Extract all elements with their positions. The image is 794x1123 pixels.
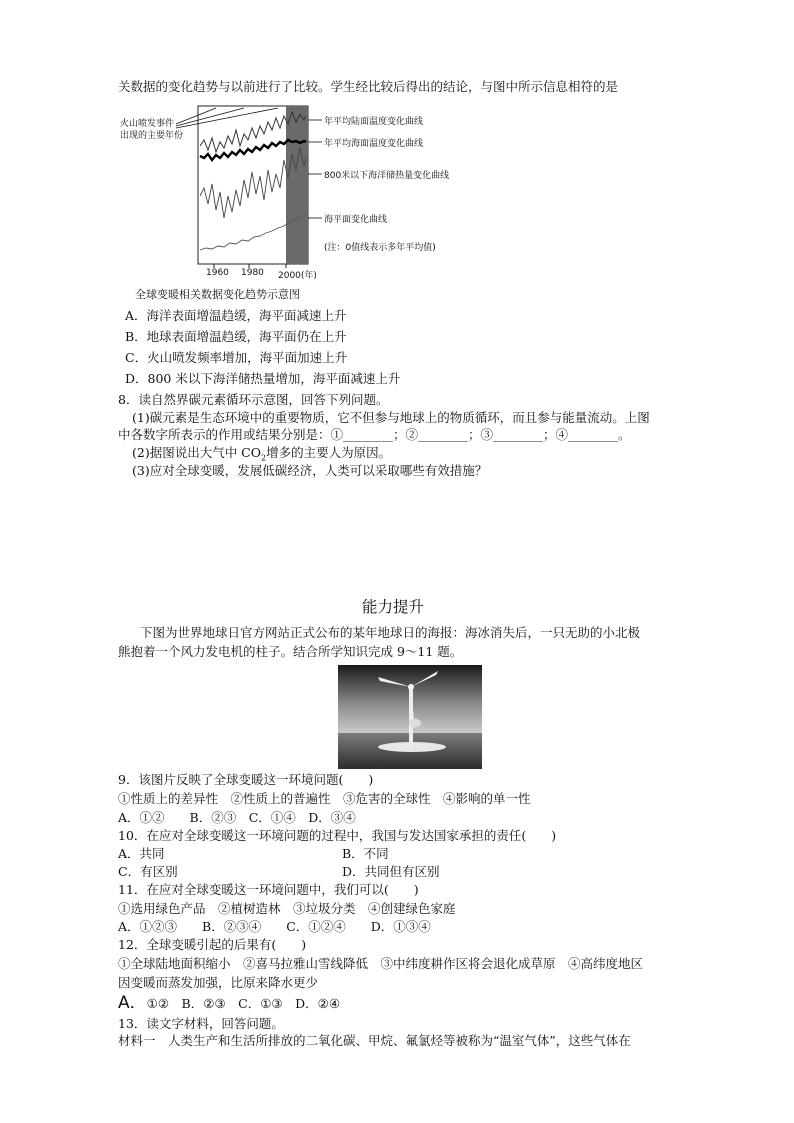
x-tick-label-1980: 1980: [241, 268, 264, 278]
q9-options: A．①② B．②③ C．①④ D．③④: [118, 810, 356, 825]
q12-option-a-label: A．: [118, 993, 147, 1013]
q13-stem: 13．读文字材料，回答问题。: [118, 1016, 284, 1031]
q7-option-c: C．火山喷发频率增加，海平面加速上升: [125, 350, 348, 365]
figure-caption: 全球变暖相关数据变化趋势示意图: [135, 288, 300, 301]
polar-bear: [409, 719, 421, 728]
poster-illustration: [338, 665, 482, 769]
q7-option-b: B．地球表面增温趋缓，海平面仍在上升: [125, 329, 347, 344]
q9-items: ①性质上的差异性 ②性质上的普遍性 ③危害的全球性 ④影响的单一性: [118, 791, 531, 806]
volcano-label-2: 出现的主要年份: [120, 131, 184, 141]
q12-options-rest: ①② B．②③ C．①③ D．②④: [146, 996, 341, 1011]
q10-option-c: C．有区别: [118, 864, 178, 879]
q12-stem: 12．全球变暖引起的后果有( ): [118, 937, 307, 952]
x-tick-label-1960: 1960: [206, 268, 229, 278]
q12-line-2: 因变暖而蒸发加强，比原来降水更少: [118, 975, 319, 990]
figure-note: (注：0值线表示多年平均值): [324, 243, 436, 253]
q10-option-a: A．共同: [118, 846, 165, 861]
x-tick-label-2000: 2000(年): [278, 271, 317, 281]
legend-land: 年平均陆面温度变化曲线: [324, 117, 424, 127]
q8-part2-subscript: 2: [261, 453, 267, 463]
q8-part2-after: 增多的主要人为原因。: [266, 445, 392, 460]
q8-stem: 8．读自然界碳元素循环示意图，回答下列问题。: [118, 392, 389, 407]
q12-line-1: ①全球陆地面积缩小 ②喜马拉雅山雪线降低 ③中纬度耕作区将会退化成草原 ④高纬度地区: [118, 956, 644, 971]
q8-part2-before: (2)据图说出大气中 CO: [132, 445, 261, 460]
q7-intro-line: 关数据的变化趋势与以前进行了比较。学生经比较后得出的结论，与图中所示信息相符的是: [118, 79, 619, 94]
q12-options: [118, 994, 340, 1013]
q8-part1-line1: (1)碳元素是生态环境中的重要物质，它不但参与地球上的物质循环，而且参与能量流动。上图: [132, 410, 650, 425]
intro-line-1: 下图为世界地球日官方网站正式公布的某年地球日的海报：海冰消失后，一只无助的小北极: [140, 625, 641, 640]
shaded-recent-period: [286, 106, 308, 264]
volcano-label-1: 火山喷发事件: [120, 119, 175, 129]
q10-option-b: B．不同: [342, 846, 389, 861]
legend-sealevel: 海平面变化曲线: [324, 215, 388, 225]
q7-option-a: A．海洋表面增温趋缓，海平面减速上升: [125, 308, 347, 323]
q10-stem: 10．在应对全球变暖这一环境问题的过程中，我国与发达国家承担的责任( ): [118, 828, 557, 843]
legend-sea: 年平均海面温度变化曲线: [324, 139, 424, 149]
q13-material-1: 材料一 人类生产和生活所排放的二氧化碳、甲烷、氟氯烃等被称为“温室气体”，这些气体在: [118, 1033, 631, 1048]
q11-options: A．①②③ B．②③④ C．①②④ D．①③④: [118, 919, 431, 934]
legend-heat: 800米以下海洋储热量变化曲线: [324, 171, 450, 181]
climate-trend-figure: [118, 100, 470, 282]
q8-part1-line2: 中各数字所表示的作用或结果分别是：①________；②________；③________；④________。: [118, 427, 631, 442]
q8-part3: (3)应对全球变暖，发展低碳经济，人类可以采取哪些有效措施？: [132, 463, 488, 478]
q10-option-d: D．共同但有区别: [342, 864, 440, 879]
q11-stem: 11．在应对全球变暖这一环境问题中，我们可以( ): [118, 882, 419, 897]
q9-stem: 9．该图片反映了全球变暖这一环境问题( ): [118, 772, 374, 787]
section-title: 能力提升: [362, 598, 425, 616]
q7-option-d: D．800 米以下海洋储热量增加，海平面减速上升: [125, 371, 401, 386]
earth-day-poster-image: [338, 665, 482, 769]
intro-line-2: 熊抱着一个风力发电机的柱子。结合所学知识完成 9～11 题。: [118, 644, 463, 659]
q11-items: ①选用绿色产品 ②植树造林 ③垃圾分类 ④创建绿色家庭: [118, 901, 456, 916]
